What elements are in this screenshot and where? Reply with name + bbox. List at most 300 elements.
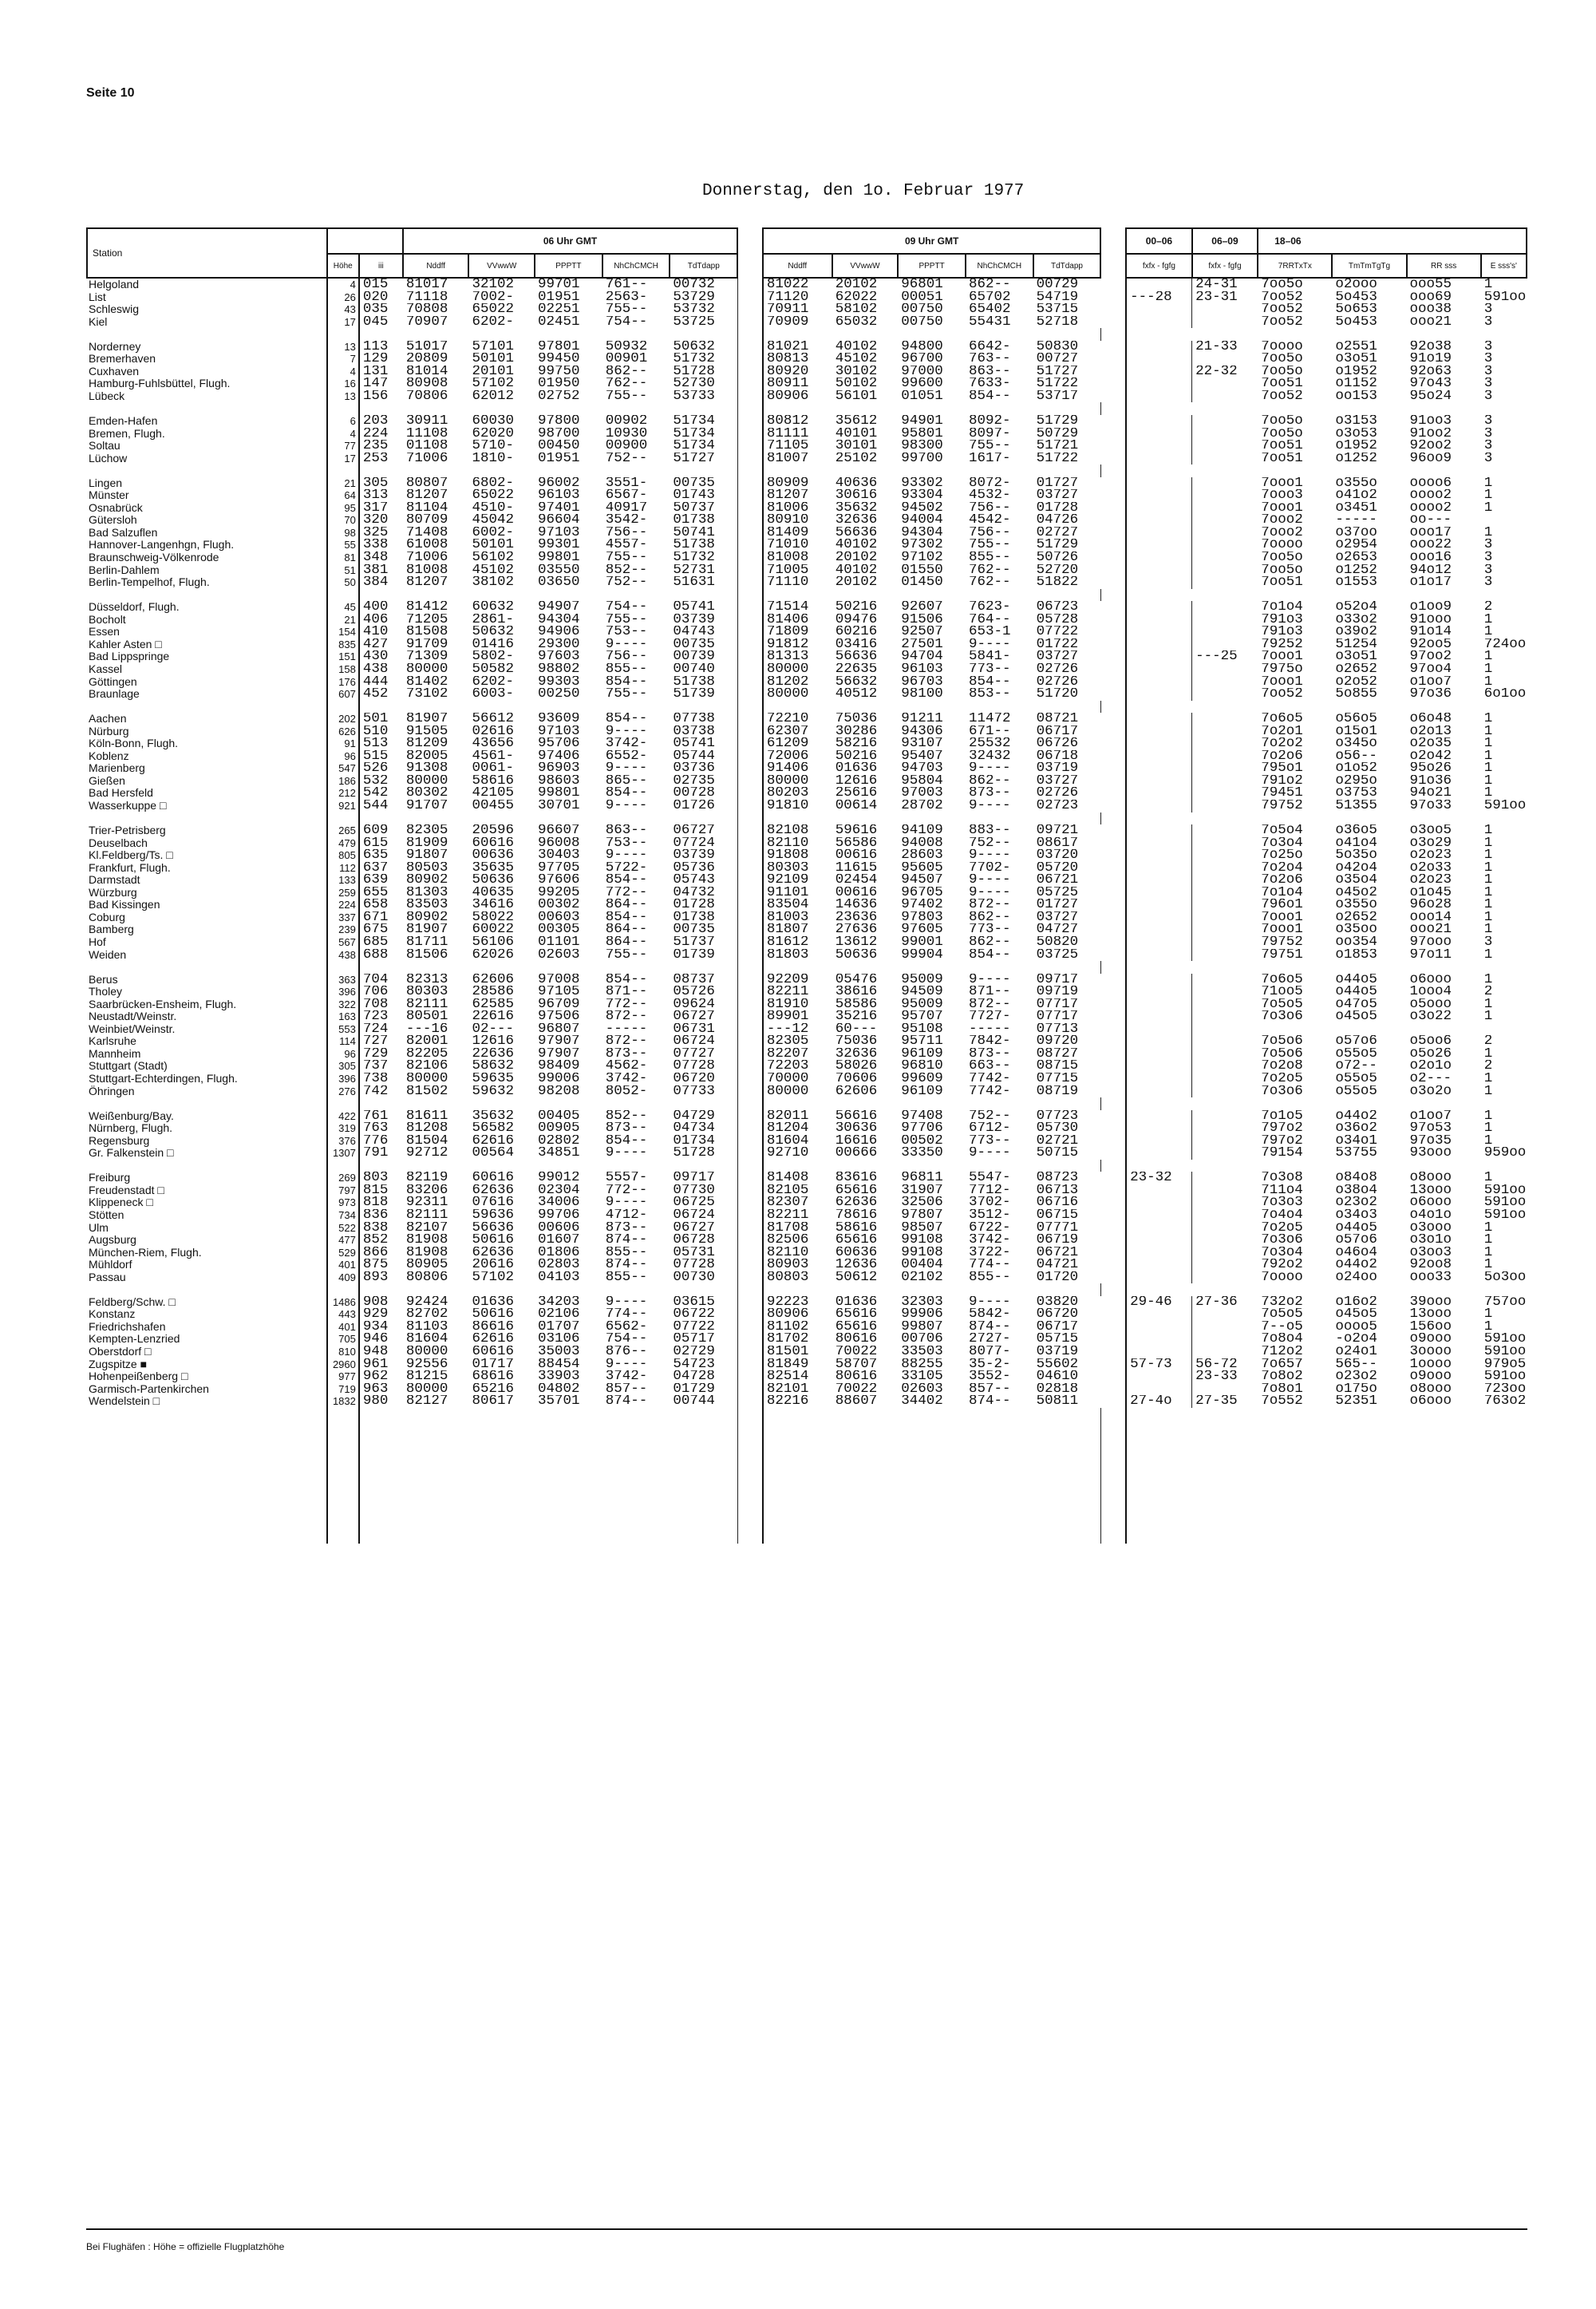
precip: 156oo (1409, 1320, 1452, 1334)
gust-06-09 (1192, 378, 1258, 390)
column-gap (737, 974, 763, 986)
station-id: 609 (362, 824, 389, 837)
precip: 97o53 (1409, 1122, 1452, 1135)
ppptt-09: 94502 (901, 501, 943, 515)
column-gap (737, 862, 763, 875)
vvwww-06: 50632 (472, 626, 514, 639)
station-height: 409 (327, 1271, 359, 1284)
vvwww-09: 23636 (835, 911, 878, 924)
dewpoint-09: 02721 (1036, 1134, 1079, 1148)
station-row (87, 737, 1527, 750)
cloud-06: 6562- (605, 1320, 648, 1334)
vvwww-09: 00616 (835, 849, 878, 862)
gust-06-09 (1192, 1085, 1258, 1098)
cloud-06: 872-- (605, 1035, 648, 1048)
precip: o2o35 (1409, 737, 1452, 750)
station-row (87, 887, 1527, 899)
cloud-06: 752-- (605, 452, 648, 465)
ppptt-06: 99006 (538, 1073, 580, 1085)
group-spacer (87, 701, 1527, 714)
ppptt-09: 96103 (901, 662, 943, 676)
dewpoint-06: 06724 (670, 1035, 737, 1048)
vvwww-06: 43656 (472, 737, 514, 750)
column-gap (1100, 923, 1126, 936)
nddff-09: 82514 (766, 1370, 809, 1383)
dewpoint-09: 03720 (1036, 849, 1079, 862)
column-gap (737, 750, 763, 763)
nddff-09: 70909 (766, 315, 809, 329)
column-gap (737, 650, 763, 663)
snow: 3 (1483, 315, 1493, 329)
nddff-06: 81909 (405, 836, 448, 850)
nddff-06: 82106 (405, 1060, 448, 1073)
ppptt-09: 28603 (901, 849, 943, 862)
column-gap (737, 601, 763, 614)
station-id: 963 (362, 1382, 389, 1396)
ppptt-09: 94507 (901, 874, 943, 887)
cloud-09: 7623- (968, 601, 1011, 614)
station-name: Freudenstadt □ (89, 1184, 164, 1196)
precip: ooo17 (1409, 526, 1452, 540)
nddff-06: 81103 (405, 1320, 448, 1334)
precip: 95o26 (1409, 762, 1452, 775)
ppptt-09: 97102 (901, 552, 943, 564)
nddff-06: 80902 (405, 874, 448, 887)
dewpoint-09: 07717 (1036, 998, 1079, 1011)
ppptt-06: 88454 (538, 1358, 580, 1371)
gust-06-09 (1192, 1321, 1258, 1334)
station-row (87, 1358, 1527, 1371)
column-gap (737, 899, 763, 911)
vvwww-06: 6802- (472, 476, 514, 490)
precip: o8ooo (1409, 1172, 1452, 1184)
ppptt-06: 96607 (538, 824, 580, 837)
ppptt-09: 91211 (901, 713, 943, 726)
gust-06-09 (1192, 303, 1258, 316)
gust-06-09 (1192, 1010, 1258, 1023)
station-height: 322 (327, 998, 359, 1011)
station-name: Stuttgart (Stadt) (89, 1060, 168, 1073)
precip: 91o19 (1409, 353, 1452, 366)
ppptt-09: 94704 (901, 650, 943, 663)
snow: 6o1oo (1483, 688, 1527, 701)
dewpoint-09: 02723 (1036, 799, 1079, 812)
station-row (87, 750, 1527, 763)
dewpoint-06: 53729 (670, 291, 737, 304)
station-id: 776 (362, 1134, 389, 1148)
gust-00-06 (1126, 564, 1192, 577)
vvwww-06: 7002- (472, 291, 514, 304)
iii-header: iii (359, 254, 403, 278)
cloud-09: 653-1 (968, 626, 1011, 639)
station-height: 17 (327, 316, 359, 329)
cloud-06: 855-- (605, 662, 648, 676)
dewpoint-09: 51720 (1036, 688, 1079, 701)
cloud-09: 5842- (968, 1308, 1011, 1321)
vvwww-09: 58216 (835, 737, 878, 750)
gust-00-06 (1126, 1346, 1192, 1358)
gust-00-06 (1126, 1234, 1192, 1247)
vvwww-06: 50636 (472, 874, 514, 887)
dewpoint-09: 04721 (1036, 1259, 1079, 1271)
nddff-09: 81406 (766, 613, 809, 627)
vvwww-06: 57102 (472, 378, 514, 390)
station-name: Frankfurt, Flugh. (89, 861, 171, 874)
group-spacer (87, 328, 1527, 341)
station-height: 96 (327, 1048, 359, 1061)
mintemp: o37oo (1335, 526, 1377, 540)
ppptt-09-header: PPPTT (898, 254, 966, 278)
dewpoint-06: 05743 (670, 874, 737, 887)
cloud-09: 5841- (968, 650, 1011, 663)
gust-06-09 (1192, 440, 1258, 453)
station-row (87, 527, 1527, 540)
gust-00-06 (1126, 1321, 1192, 1334)
mintemp: o56-- (1335, 749, 1377, 763)
column-gap (737, 1147, 763, 1160)
dewpoint-09: 51722 (1036, 452, 1079, 465)
ppptt-09: 98100 (901, 688, 943, 701)
station-height: 163 (327, 1010, 359, 1023)
vvwww-09: 83616 (835, 1172, 878, 1184)
station-row (87, 936, 1527, 949)
dewpoint-09: 50729 (1036, 427, 1079, 441)
gust-00-06 (1126, 341, 1192, 354)
dewpoint-06: 07722 (670, 1321, 737, 1334)
cloud-09: 862-- (968, 278, 1011, 291)
nddff-06: 80902 (405, 911, 448, 924)
gust-06-09: 23-33 (1195, 1370, 1238, 1383)
station-name: Bad Hersfeld (89, 787, 153, 800)
nddff-06: 81215 (405, 1370, 448, 1383)
vvwww-06: 22636 (472, 1047, 514, 1061)
dewpoint-09: 50811 (1036, 1395, 1079, 1408)
gust-06-09 (1192, 688, 1258, 701)
cloud-06: 874-- (605, 1259, 648, 1271)
station-id: 729 (362, 1047, 389, 1061)
cloud-06: 772-- (605, 998, 648, 1011)
cloud-06: 6552- (605, 749, 648, 763)
dewpoint-06-header: TdTdapp (670, 254, 737, 278)
gust-00-06 (1126, 428, 1192, 441)
station-row (87, 1085, 1527, 1098)
ppptt-09: 94509 (901, 986, 943, 998)
nddff-09: 89901 (766, 1010, 809, 1023)
ppptt-09: 97000 (901, 365, 943, 378)
gust-00-06 (1126, 639, 1192, 651)
gust-00-06 (1126, 353, 1192, 366)
column-gap (737, 1023, 763, 1036)
precip: o1oo9 (1409, 601, 1452, 614)
mintemp-header: TmTmTgTg (1332, 254, 1406, 278)
mintemp: o3451 (1335, 501, 1377, 515)
station-row (87, 923, 1527, 936)
gust-06-09 (1192, 453, 1258, 465)
snow: 591oo (1483, 1184, 1527, 1197)
vvwww-09: 40636 (835, 476, 878, 490)
vvwww-06: 62636 (472, 1184, 514, 1197)
mintemp: o41o2 (1335, 489, 1377, 502)
station-height: 522 (327, 1222, 359, 1235)
maxtemp: 791o2 (1261, 774, 1303, 788)
column-gap (1100, 713, 1126, 726)
vvwww-09: 25616 (835, 787, 878, 800)
maxtemp: 7ooo1 (1261, 923, 1303, 936)
column-gap (737, 824, 763, 837)
gust-00-06 (1126, 986, 1192, 998)
nddff-09: 81313 (766, 650, 809, 663)
nddff-06: 82111 (405, 1209, 448, 1222)
cloud-09: 871-- (968, 986, 1011, 998)
cloud-09: 862-- (968, 935, 1011, 949)
station-row (87, 1147, 1527, 1160)
mintemp: o1252 (1335, 563, 1377, 577)
cloud-06: 854-- (605, 713, 648, 726)
ppptt-06: 03106 (538, 1333, 580, 1346)
dewpoint-09: 55602 (1036, 1358, 1079, 1371)
nddff-06: 73102 (405, 688, 448, 701)
precip: 97oo4 (1409, 662, 1452, 676)
cloud-06: 854-- (605, 1134, 648, 1148)
mintemp: 565-- (1335, 1358, 1377, 1371)
cloud-09: 3742- (968, 1234, 1011, 1247)
dewpoint-09: 03719 (1036, 762, 1079, 775)
gust-00-06 (1126, 750, 1192, 763)
ppptt-06: 30701 (538, 799, 580, 812)
gust-06-09 (1192, 874, 1258, 887)
vvwww-09: 65616 (835, 1184, 878, 1197)
column-gap (737, 353, 763, 366)
ppptt-06: 97401 (538, 501, 580, 515)
dewpoint-06: 51631 (670, 576, 737, 589)
mintemp: 5o453 (1335, 291, 1377, 304)
station-row (87, 1383, 1527, 1396)
column-gap (1100, 514, 1126, 527)
column-gap (737, 800, 763, 812)
cloud-06: 3551- (605, 476, 648, 490)
ppptt-06: 34851 (538, 1147, 580, 1160)
cloud-09: 756-- (968, 501, 1011, 515)
station-id: 320 (362, 514, 389, 527)
vvwww-09: 00616 (835, 886, 878, 899)
column-gap (1100, 428, 1126, 441)
nddff-06: 80807 (405, 476, 448, 490)
dewpoint-09: 08617 (1036, 836, 1079, 850)
mintemp: o35o4 (1335, 874, 1377, 887)
gust-00-06 (1126, 800, 1192, 812)
vvwww-06: 62026 (472, 948, 514, 962)
vvwww-06: 60616 (472, 836, 514, 850)
ppptt-06: 00405 (538, 1109, 580, 1123)
station-row (87, 762, 1527, 775)
column-gap (737, 278, 763, 291)
gust-00-06 (1126, 1147, 1192, 1160)
gust-06-09 (1192, 1172, 1258, 1184)
nddff-09: ---12 (766, 1022, 809, 1036)
nddff-09: 91101 (766, 886, 809, 899)
vvwww-06: 45102 (472, 563, 514, 577)
nddff-06: 81908 (405, 1234, 448, 1247)
vvwww-06: 60616 (472, 1346, 514, 1358)
mintemp: o2o52 (1335, 675, 1377, 689)
snow: 3 (1483, 539, 1493, 552)
snow: 723oo (1483, 1382, 1527, 1396)
gust-00-06: 23-32 (1126, 1172, 1192, 1184)
nddff-06: 71118 (405, 291, 448, 304)
ppptt-09: 94800 (901, 340, 943, 354)
ppptt-06: 01806 (538, 1246, 580, 1259)
gust-00-06 (1126, 415, 1192, 428)
column-gap (737, 552, 763, 564)
column-gap (1100, 1035, 1126, 1048)
gust-06-09-header: fxfx - fgfg (1192, 254, 1258, 278)
precip: ooo22 (1409, 539, 1452, 552)
cloud-09: 3512- (968, 1209, 1011, 1222)
nddff-09: 80000 (766, 688, 809, 701)
mintemp: o355o (1335, 899, 1377, 911)
nddff-06: 81207 (405, 576, 448, 589)
station-row (87, 1048, 1527, 1061)
group-spacer (87, 465, 1527, 477)
ppptt-06: 96604 (538, 514, 580, 527)
snow: 1 (1483, 1073, 1493, 1085)
ppptt-09: 93302 (901, 476, 943, 490)
cloud-06: 756-- (605, 650, 648, 663)
station-height: 133 (327, 874, 359, 887)
snow: 1 (1483, 501, 1493, 515)
snow-header: E sss's' (1481, 254, 1527, 278)
station-name: Hohenpeißenberg □ (89, 1370, 188, 1383)
ppptt-06: 29300 (538, 638, 580, 651)
maxtemp: 7975o (1261, 662, 1303, 676)
mintemp: o44o2 (1335, 1109, 1377, 1123)
ppptt-06: 03650 (538, 576, 580, 589)
cloud-09: 9---- (968, 638, 1011, 651)
cloud-06: 9---- (605, 849, 648, 862)
gust-06-09: 27-35 (1195, 1395, 1238, 1408)
nddff-09: 81708 (766, 1221, 809, 1235)
cloud-09: 9---- (968, 762, 1011, 775)
ppptt-06: 99706 (538, 1209, 580, 1222)
cloud-06: 854-- (605, 675, 648, 689)
ppptt-06: 99205 (538, 886, 580, 899)
nddff-09: 81007 (766, 452, 809, 465)
vvwww-06: 50101 (472, 353, 514, 366)
nddff-06: 91807 (405, 849, 448, 862)
nddff-06: 80908 (405, 378, 448, 390)
dewpoint-06: 04732 (670, 887, 737, 899)
cloud-09: 6712- (968, 1122, 1011, 1135)
maxtemp: 7o4o4 (1261, 1209, 1303, 1222)
vvwww-09: 03416 (835, 638, 878, 651)
ppptt-09: 95804 (901, 774, 943, 788)
ppptt-06: 99801 (538, 552, 580, 564)
mintemp: 5o855 (1335, 688, 1377, 701)
mintemp: o45o2 (1335, 886, 1377, 899)
ppptt-09: 96109 (901, 1047, 943, 1061)
station-row (87, 1110, 1527, 1123)
cloud-06: 873-- (605, 1221, 648, 1235)
maxtemp: 79752 (1261, 935, 1303, 949)
station-row (87, 390, 1527, 403)
dewpoint-09: 02727 (1036, 526, 1079, 540)
ppptt-06: 35003 (538, 1346, 580, 1358)
mintemp: o44o5 (1335, 1221, 1377, 1235)
vvwww-09: 35216 (835, 1010, 878, 1023)
column-gap (737, 1358, 763, 1371)
mintemp: o56o5 (1335, 713, 1377, 726)
station-name: Klippeneck □ (89, 1196, 153, 1209)
ppptt-06: 94906 (538, 626, 580, 639)
cloud-09: 854-- (968, 675, 1011, 689)
nddff-06: 82305 (405, 824, 448, 837)
maxtemp: 7o2o1 (1261, 725, 1303, 738)
ppptt-09: 98507 (901, 1221, 943, 1235)
observation-sheet (86, 227, 1527, 1544)
column-gap (1100, 737, 1126, 750)
station-id: 544 (362, 799, 389, 812)
column-gap (737, 415, 763, 428)
nddff-06: 80302 (405, 787, 448, 800)
ppptt-09: 91506 (901, 613, 943, 627)
dewpoint-09: 04610 (1036, 1370, 1079, 1383)
station-name: Emden-Hafen (89, 415, 158, 428)
nddff-06: 91505 (405, 725, 448, 738)
column-gap (1100, 750, 1126, 763)
nddff-06: 81504 (405, 1134, 448, 1148)
snow: 3 (1483, 427, 1493, 441)
station-name: Weißenburg/Bay. (89, 1109, 174, 1122)
nddff-09: 70000 (766, 1073, 809, 1085)
vvwww-06: 62020 (472, 427, 514, 441)
nddff-09: 82101 (766, 1382, 809, 1396)
column-gap (737, 1122, 763, 1135)
dewpoint-06: 53732 (670, 303, 737, 316)
column-gap (1100, 390, 1126, 403)
nddff-06: 80806 (405, 1271, 448, 1284)
vvwww-09: 70022 (835, 1382, 878, 1396)
station-name: Ulm (89, 1221, 109, 1234)
cloud-09: 774-- (968, 1259, 1011, 1271)
nddff-09: 71120 (766, 291, 809, 304)
station-name: Helgoland (89, 278, 140, 291)
gust-06-09 (1192, 514, 1258, 527)
vvwww-09: 60636 (835, 1246, 878, 1259)
ppptt-09: 97706 (901, 1122, 943, 1135)
station-name: Stötten (89, 1209, 124, 1222)
dewpoint-06: 06731 (670, 1023, 737, 1036)
station-row (87, 1196, 1527, 1209)
cloud-06: 10930 (605, 427, 648, 441)
station-row (87, 576, 1527, 589)
nddff-06: 81207 (405, 489, 448, 502)
vvwww-06: 01636 (472, 1295, 514, 1309)
dewpoint-06: 52730 (670, 378, 737, 390)
maxtemp: 7oo5o (1261, 415, 1303, 428)
vvwww-06: 58632 (472, 1060, 514, 1073)
ppptt-06: 33903 (538, 1370, 580, 1383)
nddff-09: 81849 (766, 1358, 809, 1371)
column-gap (1100, 787, 1126, 800)
mintemp: o45o5 (1335, 1308, 1377, 1321)
station-id: 908 (362, 1295, 389, 1309)
column-gap (1100, 998, 1126, 1011)
cloud-06: 762-- (605, 378, 648, 390)
mintemp: o36o5 (1335, 824, 1377, 837)
dewpoint-09: 51729 (1036, 539, 1079, 552)
footnote: Bei Flughäfen : Höhe = offizielle Flugplatzhöhe (86, 2241, 285, 2252)
column-gap (737, 1333, 763, 1346)
